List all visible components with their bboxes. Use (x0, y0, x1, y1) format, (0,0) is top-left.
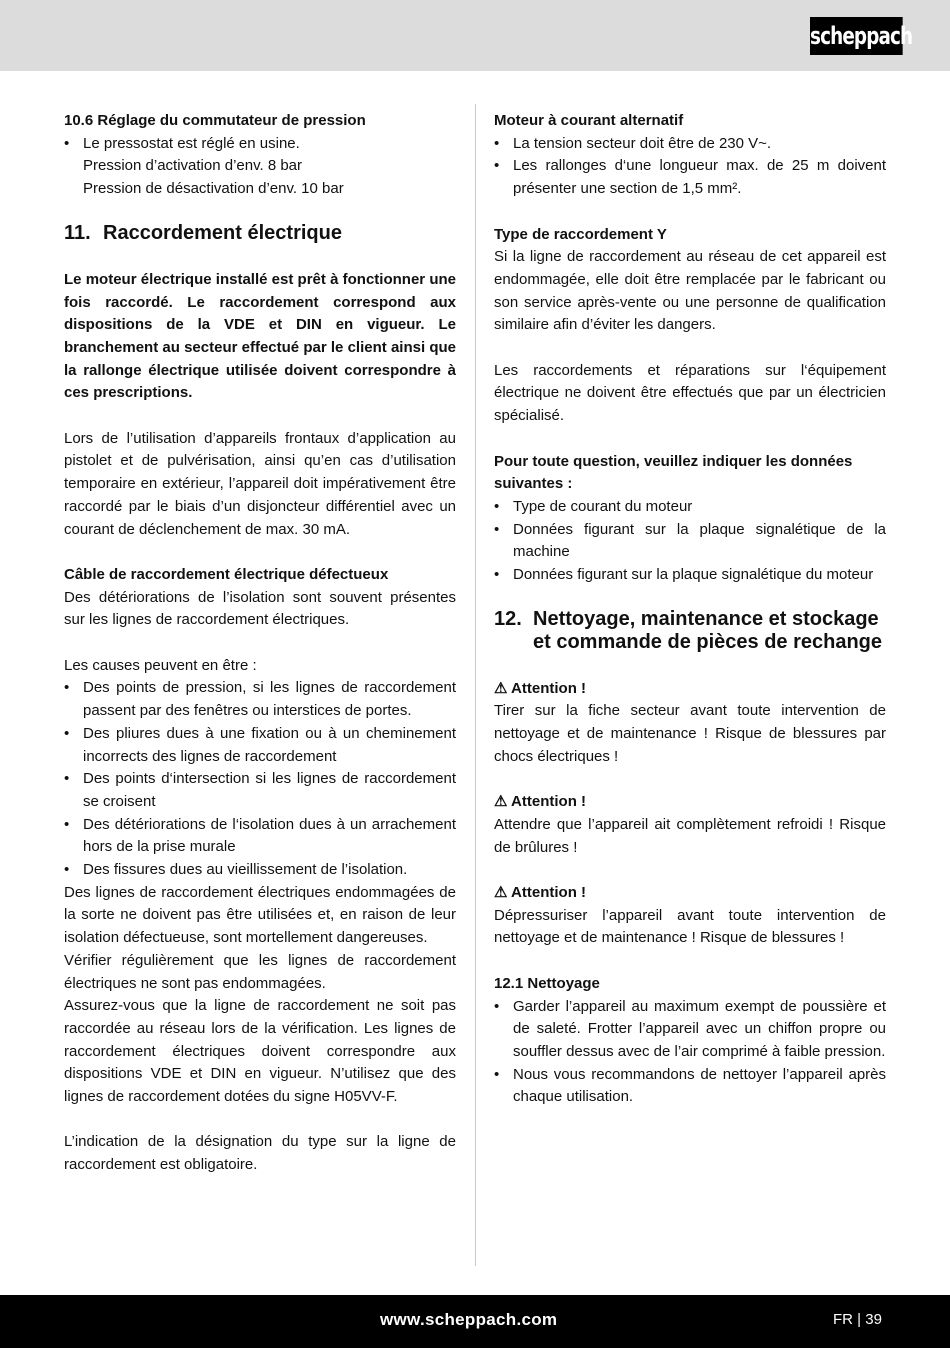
section-number: 11. (64, 221, 91, 244)
spacer (494, 201, 886, 224)
list-item: • Des points d‘intersection si les lignes de raccordement se croisent (64, 768, 456, 813)
section-subheading: 10.6 Réglage du commutateur de pression (64, 112, 366, 129)
website-link[interactable]: www.scheppach.com (380, 1310, 558, 1329)
section-subheading: ⚠ Attention ! (494, 884, 587, 902)
spacer (494, 337, 886, 360)
left-column (64, 110, 456, 1177)
page-header (0, 0, 950, 71)
bullet-list (64, 133, 456, 201)
paragraph: Des détériorations de l’isolation sont souvent présentes sur les lignes de raccordement électriques. (64, 588, 456, 629)
paragraph: Lors de l’utilisation d’appareils frontaux d’application au pistolet et de pulvérisation, ainsi qu’en cas d’utilisation temporaire en extérieur, l’appareil doit impérativement être raccordé par le biais d’un disjoncteur différentiel avec un courant de déclenchement de max. 30 mA. (64, 429, 456, 538)
spacer (494, 950, 886, 973)
paragraph: Les raccordements et réparations sur l‘équipement électrique ne doivent être effectués que par un électricien spécialisé. (494, 361, 886, 425)
section-title: Nettoyage, maintenance et stockage et commande de pièces de rechange (533, 607, 883, 653)
section-heading (64, 222, 456, 245)
section-subheading: 12.1 Nettoyage (494, 974, 600, 992)
list-item: • Les rallonges d‘une longueur max. de 25 m doivent présenter une section de 1,5 mm². (494, 155, 886, 200)
paragraph: Les causes peuvent en être : (64, 656, 257, 674)
section-title: Raccordement électrique (103, 221, 342, 244)
paragraph: Vérifier régulièrement que les lignes de raccordement électriques ne sont pas endommagées. (64, 951, 456, 992)
paragraph: Attendre que l’appareil ait complètement refroidi ! Risque de brûlures ! (494, 815, 886, 856)
spacer (64, 405, 456, 428)
list-item: • Données figurant sur la plaque signalétique de la machine (494, 519, 886, 564)
paragraph: Si la ligne de raccordement au réseau de cet appareil est endommagée, elle doit être remplacée par le fabricant ou son service après-vente ou une personne de qualification similaire afin d’éviter les dangers. (494, 248, 886, 334)
scheppach-logo: scheppach (810, 17, 903, 55)
section-subheading: Type de raccordement Y (494, 225, 667, 243)
list-item: • Type de courant du moteur (494, 496, 886, 519)
spacer (64, 632, 456, 655)
paragraph: Dépressuriser l’appareil avant toute intervention de nettoyage et de maintenance ! Risque de blessures ! (494, 906, 886, 947)
section-subheading: Pour toute question, veuillez indiquer les données suivantes : (494, 452, 853, 493)
list-item: • Des fissures dues au vieillissement de l’isolation. (64, 859, 456, 882)
paragraph: Des lignes de raccordement électriques endommagées de la sorte ne doivent pas être utilisées et, en raison de leur isolation défectueuse, sont mortellement dangereuses. (64, 883, 456, 947)
section-heading (494, 608, 886, 654)
list-item: • La tension secteur doit être de 230 V~. (494, 133, 886, 156)
section-subheading: Moteur à courant alternatif (494, 112, 684, 129)
spacer (494, 769, 886, 792)
list-item: • Nous vous recommandons de nettoyer l’appareil après chaque utilisation. (494, 1064, 886, 1109)
bold-paragraph: Le moteur électrique installé est prêt à fonctionner une fois raccordé. Le raccordement correspond aux dispositions de la VDE et DIN en vigueur. Le branchement au secteur effectué par le client ainsi que la rallonge électrique utilisée doivent correspondre à ces prescriptions. (64, 270, 456, 402)
spacer (64, 1109, 456, 1132)
section-subheading: Câble de raccordement électrique défectueux (64, 565, 389, 583)
list-item: • Des détériorations de l‘isolation dues à un arrachement hors de la prise murale (64, 814, 456, 859)
bullet-list (494, 996, 886, 1110)
section-number: 12. (494, 607, 522, 630)
paragraph: Assurez-vous que la ligne de raccordement ne soit pas raccordée au réseau lors de la vérification. Les lignes de raccordement électriques doivent correspondre aux dispositions VDE et DIN en vigueur. N’utilisez que des lignes de raccordement dotées du signe H05VV-F. (64, 997, 456, 1106)
list-item: • Des pliures dues à une fixation ou à un cheminement incorrects des lignes de raccordement (64, 723, 456, 768)
bullet-list (64, 677, 456, 881)
paragraph: Tirer sur la fiche secteur avant toute intervention de nettoyage et de maintenance ! Risque de blessures par chocs électriques ! (494, 702, 886, 765)
page-number: FR | 39 (833, 1311, 882, 1328)
section-subheading: ⚠ Attention ! (494, 679, 587, 697)
spacer (494, 428, 886, 451)
spacer (494, 859, 886, 882)
spacer (64, 541, 456, 564)
list-item: • Le pressostat est réglé en usine. Pression d’activation d’env. 8 bar Pression de désactivation d’env. 10 bar (64, 133, 456, 201)
paragraph: L’indication de la désignation du type sur la ligne de raccordement est obligatoire. (64, 1133, 456, 1174)
list-item: • Des points de pression, si les lignes de raccordement passent par des fenêtres ou interstices de portes. (64, 677, 456, 722)
section-subheading: ⚠ Attention ! (494, 793, 587, 811)
column-divider (475, 104, 476, 1266)
right-column (494, 110, 886, 1109)
page-footer (0, 1295, 950, 1348)
bullet-list (494, 496, 886, 587)
list-item: • Garder l’appareil au maximum exempt de poussière et de saleté. Frotter l’appareil avec un chiffon propre ou souffler dessus avec de l’air comprimé à faible pression. (494, 996, 886, 1064)
bullet-list (494, 133, 886, 201)
list-item: • Données figurant sur la plaque signalétique du moteur (494, 564, 886, 587)
